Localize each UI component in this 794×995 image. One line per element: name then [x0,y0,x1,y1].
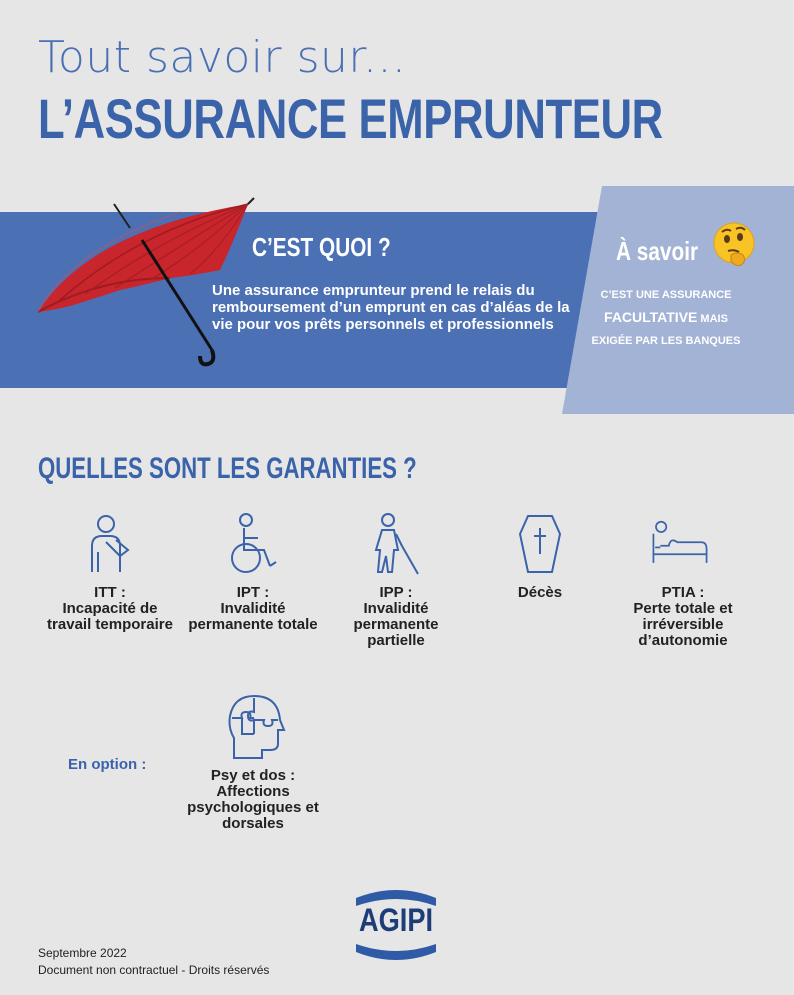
guarantee-itt [40,585,180,633]
guarantee-ipp-desc: Invalidité permanente partielle [353,600,439,649]
coffin-icon [510,512,570,576]
bed-patient-icon [650,512,710,576]
injured-arm-icon [80,512,140,576]
guarantee-ipt-desc: Invalidité permanente totale [188,600,318,633]
guarantee-ptia-desc: Perte totale et irréversible d’autonomie [633,600,733,649]
umbrella-icon [30,190,260,370]
walking-cane-icon [366,512,426,576]
savoir-line3: EXIGÉE PAR LES BANQUES [591,335,741,347]
option-guarantee [183,768,323,832]
footer-legal: Document non contractuel - Droits réservés [38,963,270,977]
guarantee-ptia [613,585,753,649]
what-heading: C’EST QUOI ? [252,232,391,262]
guarantee-itt-code: ITT : [94,584,126,601]
option-desc: Affections psychologiques et dorsales [187,783,319,832]
title-light: Tout savoir sur... [38,32,407,83]
footer-date: Septembre 2022 [38,946,127,960]
guarantee-deces [470,585,610,601]
guarantee-itt-desc: Incapacité de travail temporaire [47,600,173,633]
wheelchair-icon [224,512,284,576]
what-text: Une assurance emprunteur prend le relais du remboursement d’un emprunt en cas d’aléas de la vie pour vos prêts personnels et professionnels [212,282,570,333]
title-bold: L’ASSURANCE EMPRUNTEUR [38,87,663,150]
savoir-text [586,284,746,352]
head-puzzle-icon [224,694,286,760]
savoir-title: À savoir [616,236,699,266]
savoir-line2a: FACULTATIVE [604,309,698,325]
guarantee-ipt [183,585,323,633]
option-label: En option : [68,756,147,773]
agipi-logo-text: AGIPI [358,902,434,938]
guarantee-ptia-code: PTIA : [661,584,705,601]
savoir-line1: C’EST UNE ASSURANCE [600,289,732,301]
guarantee-deces-code: Décès [517,584,563,601]
savoir-line2b: MAIS [697,313,728,325]
option-code: Psy et dos : [210,767,296,784]
guarantee-ipp [326,585,466,649]
guarantee-ipt-code: IPT : [236,584,270,601]
guarantees-title: QUELLES SONT LES GARANTIES ? [38,452,417,485]
guarantee-ipp-code: IPP : [379,584,413,601]
thinking-face-icon [711,221,757,269]
